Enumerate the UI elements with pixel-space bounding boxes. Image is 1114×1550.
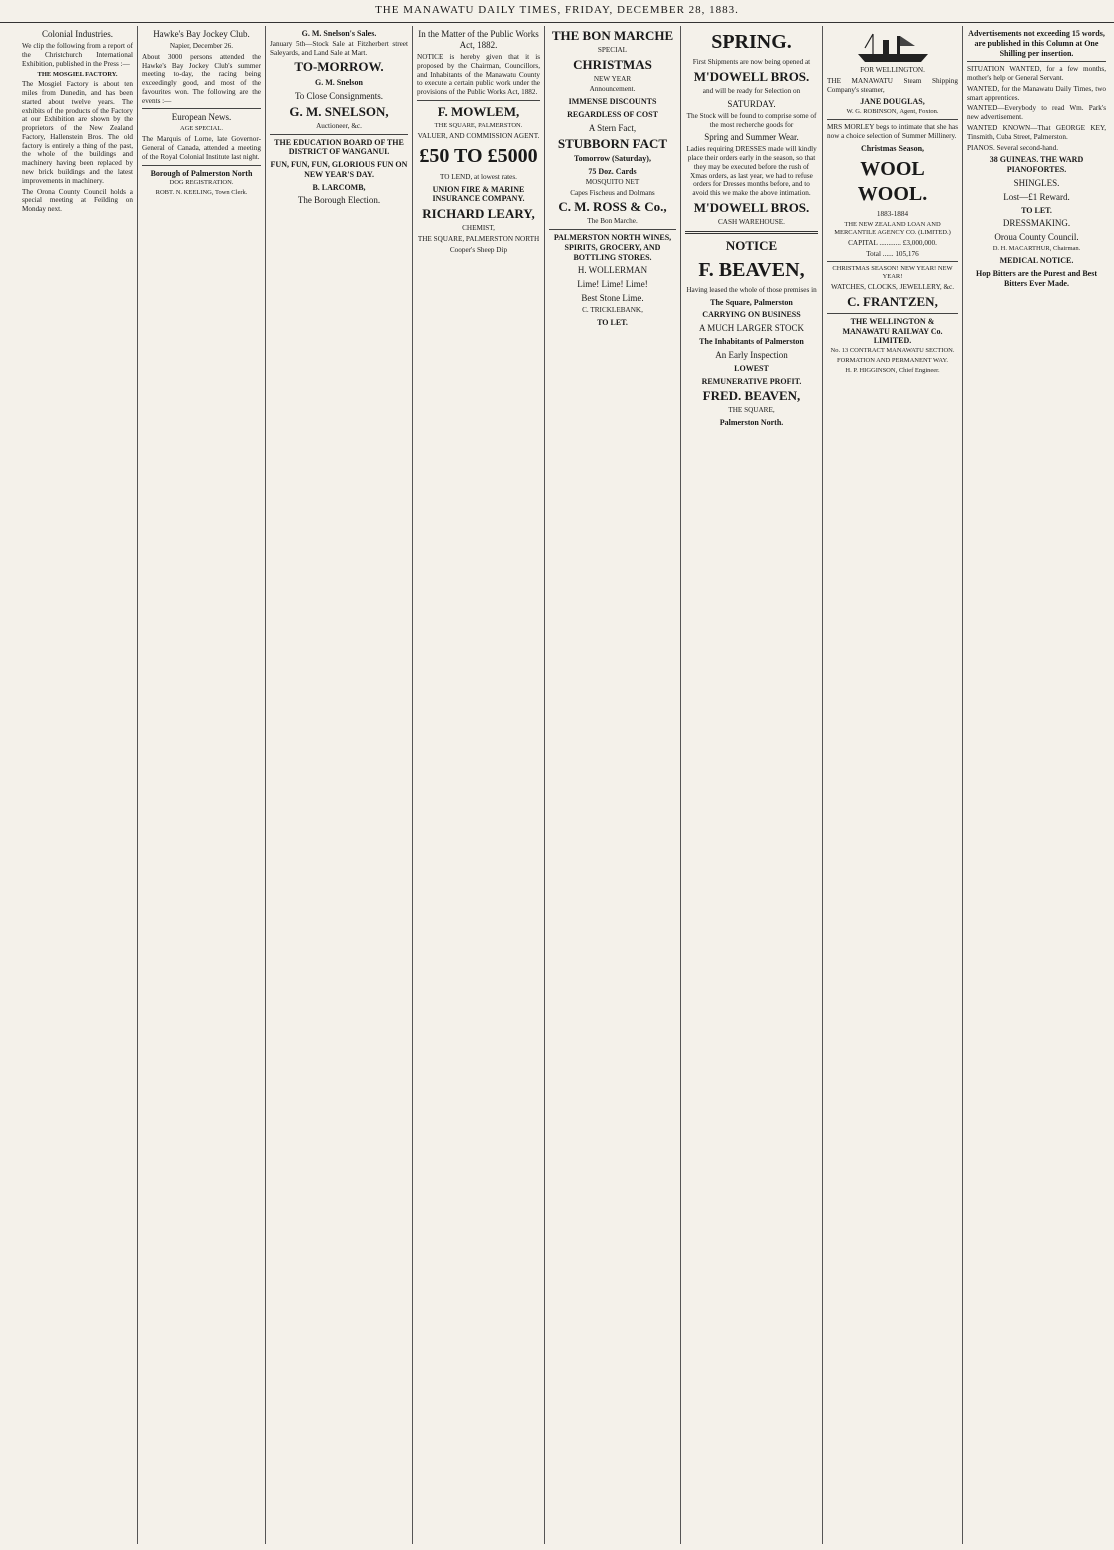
ad-signature: D. H. MACARTHUR, Chairman. [992,245,1081,253]
ad-heading: UNION FIRE & MARINE INSURANCE COMPANY. [432,184,525,204]
ad-text: THE NEW ZEALAND LOAN AND MERCANTILE AGENCY CO. (LIMITED.) [834,220,951,236]
ad-signature: ROBT. N. KEELING, Town Clerk. [155,189,248,197]
ad-text: 1883-1884 [876,210,909,219]
ad-text: LOWEST [734,363,769,373]
article-title: Hawke's Bay Jockey Club. [153,29,250,39]
ad-address: THE SQUARE, PALMERSTON. [434,121,523,129]
news-title: European News. [171,112,232,123]
divider [827,119,958,120]
notice-title: THE EDUCATION BOARD OF THE DISTRICT OF WANGANUI. [274,137,404,157]
classified-ad: PIANOS. Several second-hand. [967,143,1059,152]
notice-title: In the Matter of the Public Works Act, 1882. [418,29,539,50]
ad-text: TO LEND, at lowest rates. [440,172,517,181]
ad-subtitle: DOG REGISTRATION. [169,179,234,187]
divider [967,61,1106,62]
column-header: Advertisements not exceeding 15 words, are published in this Column at One Shilling per insertion. [968,29,1105,58]
column-5 [545,26,681,1544]
ad-heading: Spring and Summer Wear. [704,132,799,143]
ad-name: H. WOLLERMAN [577,265,648,276]
column-7 [823,26,963,1544]
ad-name: B. LARCOMB, [312,182,366,192]
ad-text: FOR WELLINGTON. [860,66,925,74]
divider [827,313,958,314]
article-intro: We clip the following from a report of the Christchurch International Exhibition, published in the Press :— [22,41,133,68]
ad-heading: IMMENSE DISCOUNTS [568,97,657,107]
article-subhead: THE MOSGIEL FACTORY. [37,71,118,79]
divider [417,100,540,101]
ad-text: REMUNERATIVE PROFIT. [701,376,802,386]
ad-text: SATURDAY. [727,98,776,109]
notice-body: NOTICE is hereby given that it is proposed by the Chairman, Councillors, and Inhabitants of the Manawatu County to execute a certain public work under the provisions of the Public Works Act, 1882. [417,52,540,97]
classified-ad: WANTED, for the Manawatu Daily Times, two smart apprentices. [967,84,1106,102]
ad-heading: 75 Doz. Cards [588,167,637,177]
ad-heading: Lime! Lime! Lime! [577,279,648,290]
ad-body: Ladies requiring DRESSES made will kindly place their orders early in the season, so that they may be executed before the rush of Xmas orders, as last year, we had to refuse orders for Dresses months before, and to avoid this we make the above intimation. [686,145,817,198]
divider [142,108,261,109]
classified-heading: SHINGLES. [1013,177,1060,188]
ad-text: The Bon Marche. [587,217,638,226]
auctioneer-title: Auctioneer, &c. [316,121,362,130]
notice-title: FUN, FUN, FUN, GLORIOUS FUN ON NEW YEAR'S DAY. [270,160,408,179]
ad-heading: PALMERSTON NORTH WINES, SPIRITS, GROCERY, AND BOTTLING STORES. [553,233,672,262]
ad-text: Cooper's Sheep Dip [449,245,508,254]
ad-text: THE MANAWATU Steam Shipping Company's steamer, [827,76,958,94]
divider [549,229,676,230]
ad-name: C. TRICKLEBANK, [582,306,643,315]
article-body: The Mosgiel Factory is about ten miles from Dunedin, and has been started about twelve years. The exhibits of the products of the Factory at our Exhibition are shown by the proprietors of the New Zealand Factory, Hallenstein Bros. The old factory is entirely a thing of the past, the whole of the buildings and machinery having been replaced by new brick buildings and the latest improvements in machinery. [22,80,133,185]
steamship-icon [853,26,933,66]
ad-text: Announcement. [589,85,636,94]
ad-name: M'DOWELL BROS. [693,200,810,215]
ad-text: First Shipments are now being opened at [692,58,811,67]
ad-text: WATCHES, CLOCKS, JEWELLERY, &c. [830,283,955,292]
column-3 [266,26,413,1544]
ad-heading: CHRISTMAS [573,56,652,72]
ad-text: CAPITAL ............ £3,000,000. [848,238,937,247]
divider [685,231,818,234]
notice-title: The Borough Election. [297,195,381,206]
article-title: Colonial Industries. [42,29,113,39]
ad-text: The Stock will be found to comprise some of the most recherche goods for [686,111,817,129]
ad-text: VALUER, AND COMMISSION AGENT. [417,131,540,140]
ad-name: RICHARD LEARY, [422,206,535,222]
ad-name: C. M. ROSS & Co., [558,199,667,215]
masthead: THE MANAWATU DAILY TIMES, FRIDAY, DECEMBER 28, 1883. [0,4,1114,23]
ad-title: G. M. Snelson's Sales. [301,29,377,38]
ad-heading: Tomorrow (Saturday), [574,154,651,164]
column-2 [138,26,266,1544]
news-body: The Marquis of Lorne, late Governor-General of Canada, attended a meeting of the Royal Colonial Institute last night. [142,135,261,161]
ad-heading: WOOL WOOL. [857,158,928,205]
dateline: Napier, December 26. [169,41,234,50]
divider [142,165,261,166]
divider [827,261,958,262]
ad-text: The Square, Palmerston [710,297,793,307]
ad-address: THE SQUARE, PALMERSTON NORTH [417,234,540,243]
ad-heading: An Early Inspection [715,349,788,360]
ad-signature: H. P. HIGGINSON, Chief Engineer. [845,366,940,374]
classified-ad: SITUATION WANTED, for a few months, mother's help or General Servant. [967,65,1106,83]
ad-text: CASH WAREHOUSE. [718,217,785,226]
ad-name: C. FRANTZEN, [847,293,938,309]
ad-heading: £50 TO £5000 [419,145,538,168]
ad-text: Capes Fischeus and Dolmans [570,188,655,197]
ad-text: CARRYING ON BUSINESS [702,310,801,320]
ad-heading: STUBBORN FACT [557,135,668,151]
classified-heading: Oroua County Council. [994,232,1079,243]
ad-name: FRED. BEAVEN, [702,388,801,404]
ad-heading: THE BON MARCHE [551,28,674,43]
ad-text: Palmerston North. [719,418,784,427]
classified-heading: Lost—£1 Reward. [1003,191,1070,202]
ad-heading: Best Stone Lime. [581,293,644,304]
classified-ad: WANTED—Everybody to read Wm. Park's new advertisement. [967,104,1106,122]
ad-heading: THE WELLINGTON & MANAWATU RAILWAY Co. LIMITED. [842,316,943,346]
auctioneer-name: G. M. SNELSON, [289,103,389,119]
ad-heading: A MUCH LARGER STOCK [698,323,805,334]
ad-text: Having leased the whole of those premises in [686,285,817,294]
ad-text: No. 13 CONTRACT MANAWATU SECTION. [830,347,955,355]
ad-text: THE SQUARE, [728,406,775,415]
ad-text: and will be ready for Selection on [702,87,801,96]
ad-text: January 5th—Stock Sale at Fitzherbert street Saleyards, and Land Sale at Mart. [270,39,408,57]
column-8 [963,26,1110,1544]
ship-name: JANE DOUGLAS, [860,97,925,107]
classified-ad: WANTED KNOWN—That GEORGE KEY, Tinsmith, Cuba Street, Palmerston. [967,123,1106,141]
ad-text: CHRISTMAS SEASON! NEW YEAR! NEW YEAR! [832,265,953,281]
ad-name: G. M. Snelson [314,78,363,88]
ad-text: CHEMIST, [462,223,495,232]
ad-text: MOSQUITO NET [585,177,640,186]
column-4 [413,26,545,1544]
article-note: The Orona County Council holds a special meeting at Feilding on Monday next. [22,187,133,214]
ad-heading: A Stern Fact, [588,122,637,133]
classified-heading: Hop Bitters are the Purest and Best Bitters Ever Made. [975,269,1098,288]
ad-heading: REGARDLESS OF COST [567,109,658,119]
classified-ad: 38 GUINEAS. THE WARD PIANOFORTES. [989,155,1084,175]
article-body: About 3000 persons attended the Hawke's Bay Jockey Club's summer meeting to-day, the racing being exceedingly good, and most of the favourites won. The following are the events :— [142,52,261,105]
ad-heading: Christmas Season, [860,143,925,153]
ad-signature: W. G. ROBINSON, Agent, Foxton. [846,108,939,116]
column-1 [18,26,138,1544]
ad-text: FORMATION AND PERMANENT WAY. [836,356,948,364]
divider [270,134,408,135]
ad-text: Total ...... 105,176 [866,249,919,258]
news-agency: AGE SPECIAL. [180,125,223,133]
ad-heading: TO-MORROW. [294,59,384,75]
ad-text: NEW YEAR [593,74,632,83]
ad-name: F. BEAVEN, [698,258,805,281]
ad-name: F. MOWLEM, [437,103,520,119]
classified-heading: DRESSMAKING. [1002,218,1071,229]
ad-text: The Inhabitants of Palmerston [699,337,804,347]
classified-heading: MEDICAL NOTICE. [999,256,1074,266]
ad-text: MRS MORLEY begs to intimate that she has now a choice selection of Summer Millinery. [827,123,958,140]
ad-name: M'DOWELL BROS. [693,69,810,85]
ad-heading: SPRING. [711,31,792,53]
columns [18,26,1110,1544]
ad-text: SPECIAL [597,45,628,54]
column-6 [681,26,823,1544]
ad-title: Borough of Palmerston North [150,168,253,178]
ad-heading: To Close Consignments. [294,90,384,101]
ad-heading: TO LET. [597,318,628,328]
ad-heading: NOTICE [725,237,778,253]
classified-heading: TO LET. [1021,205,1052,215]
